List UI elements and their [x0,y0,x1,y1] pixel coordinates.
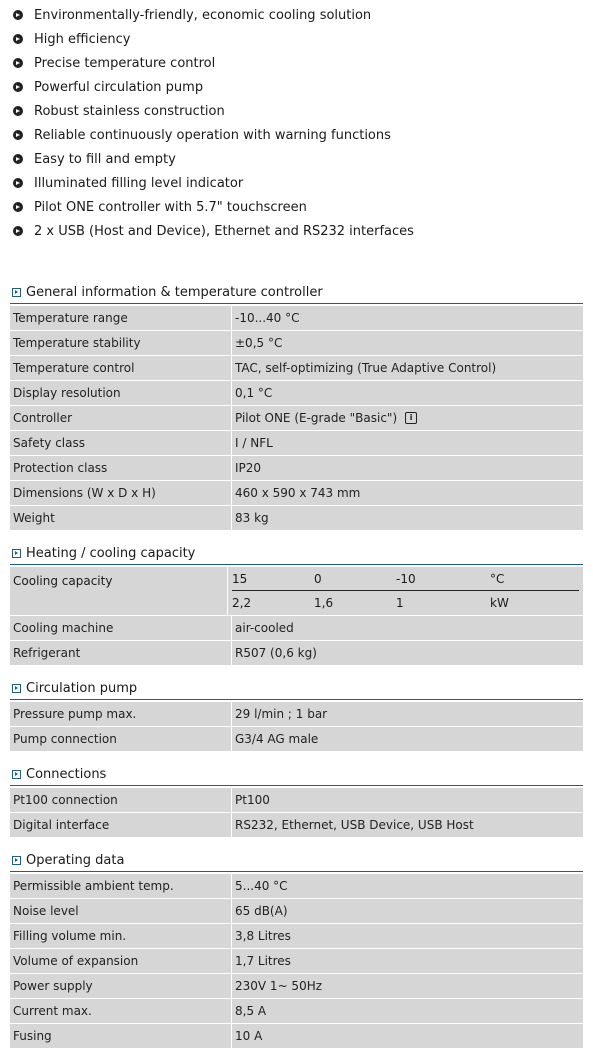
spec-label: Protection class [10,456,232,480]
expand-arrow-icon[interactable] [12,288,21,297]
cooling-value: 1 [396,595,404,610]
spec-label: Safety class [10,431,232,455]
feature-item [13,195,593,219]
spec-label: Cooling machine [10,616,232,640]
feature-text: 2 x USB (Host and Device), Ethernet and RS232 interfaces [34,223,414,239]
spec-label: Current max. [10,999,232,1023]
feature-item [13,3,593,27]
spec-table-connections [10,786,583,849]
section-header-general[interactable] [10,281,583,304]
bullet-arrow-icon [13,106,23,116]
feature-item [13,123,593,147]
spec-value: air-cooled [235,621,294,635]
table-row [10,1023,583,1048]
cooling-value: 2,2 [232,595,252,610]
table-row [10,923,583,948]
feature-text: Robust stainless construction [34,103,225,119]
feature-text: Illuminated filling level indicator [34,175,244,191]
cooling-values-line [232,591,579,614]
spec-table-operating [10,872,583,1048]
feature-text: Powerful circulation pump [34,79,204,95]
spec-value: G3/4 AG male [235,732,319,746]
bullet-arrow-icon [13,130,23,140]
spec-value: 8,5 A [235,1004,267,1018]
expand-arrow-icon[interactable] [12,770,21,779]
spec-label: Fusing [10,1024,232,1048]
feature-text: High efficiency [34,31,131,47]
spec-value: 230V 1~ 50Hz [235,979,323,993]
section-title: Heating / cooling capacity [26,545,196,561]
expand-arrow-icon[interactable] [12,684,21,693]
spec-label: Display resolution [10,381,232,405]
table-row [10,405,583,430]
spec-value: 460 x 590 x 743 mm [235,486,361,500]
table-row [10,330,583,355]
feature-item [13,171,593,195]
spec-label: Dimensions (W x D x H) [10,481,232,505]
feature-item [13,51,593,75]
spec-value: TAC, self-optimizing (True Adaptive Control) [235,361,497,375]
feature-item [13,219,593,243]
spec-label: Weight [10,506,232,530]
spec-label: Filling volume min. [10,924,232,948]
spec-value: 83 kg [235,511,269,525]
spec-label: Digital interface [10,813,232,837]
cooling-value: 1,6 [314,595,334,610]
table-row [10,455,583,480]
spec-value: 10 A [235,1029,263,1043]
spec-label: Controller [10,406,232,430]
spec-sections [10,281,583,1048]
bullet-arrow-icon [13,154,23,164]
spec-value: -10...40 °C [235,311,300,325]
table-row [10,872,583,898]
table-row [10,304,583,330]
spec-label: Temperature range [10,306,232,330]
spec-label: Noise level [10,899,232,923]
feature-text: Easy to fill and empty [34,151,176,167]
spec-value: R507 (0,6 kg) [235,646,317,660]
table-row [10,726,583,751]
table-row [10,700,583,726]
cooling-temp: -10 [396,571,416,586]
spec-label: Permissible ambient temp. [10,874,232,898]
spec-value: 0,1 °C [235,386,273,400]
spec-table-general [10,304,583,542]
spec-label: Pt100 connection [10,788,232,812]
section-title: Operating data [26,852,125,868]
section-title: Circulation pump [26,680,138,696]
section-header-connections[interactable] [10,763,583,786]
feature-item [13,99,593,123]
feature-item [13,27,593,51]
spec-value: RS232, Ethernet, USB Device, USB Host [235,818,474,832]
bullet-arrow-icon [13,34,23,44]
bullet-arrow-icon [13,10,23,20]
spec-label: Volume of expansion [10,949,232,973]
feature-text: Environmentally-friendly, economic cooling solution [34,7,372,23]
table-row [10,998,583,1023]
table-row [10,812,583,837]
table-row [10,948,583,973]
bullet-arrow-icon [13,58,23,68]
table-row [10,505,583,530]
spec-value: 1,7 Litres [235,954,291,968]
section-title: Connections [26,766,107,782]
spec-value: Pilot ONE (E-grade "Basic") [235,411,398,425]
cooling-temps-line [232,567,579,591]
section-header-circulation[interactable] [10,677,583,700]
bullet-arrow-icon [13,178,23,188]
spec-label: Pump connection [10,727,232,751]
info-icon[interactable]: i [405,412,417,424]
spec-table-heating [10,565,583,677]
feature-item [13,147,593,171]
feature-item [13,75,593,99]
section-header-operating[interactable] [10,849,583,872]
bullet-arrow-icon [13,82,23,92]
spec-value: I / NFL [235,436,273,450]
spec-value: Pt100 [235,793,270,807]
cooling-temp: 0 [314,571,322,586]
spec-label: Temperature control [10,356,232,380]
table-row [10,480,583,505]
spec-value: 3,8 Litres [235,929,291,943]
cooling-value-unit: kW [490,595,509,610]
cooling-temp-unit: °C [490,571,505,586]
spec-table-circulation [10,700,583,763]
table-row [10,355,583,380]
table-row [10,898,583,923]
section-title: General information & temperature controller [26,284,323,300]
spec-value: IP20 [235,461,262,475]
bullet-arrow-icon [13,226,23,236]
bullet-arrow-icon [13,202,23,212]
spec-value-controller [232,406,583,430]
feature-text: Pilot ONE controller with 5.7" touchscreen [34,199,307,215]
cooling-temp: 15 [232,571,248,586]
table-row [10,615,583,640]
expand-arrow-icon[interactable] [12,549,21,558]
table-row [10,640,583,665]
table-row [10,973,583,998]
cooling-capacity-row [10,565,583,615]
spec-value: 29 l/min ; 1 bar [235,707,328,721]
table-row [10,786,583,812]
spec-label: Temperature stability [10,331,232,355]
feature-text: Reliable continuously operation with warning functions [34,127,391,143]
spec-label: Cooling capacity [10,567,228,615]
spec-label: Refrigerant [10,641,232,665]
cooling-capacity-table [228,567,583,615]
feature-list [0,0,593,243]
table-row [10,380,583,405]
expand-arrow-icon[interactable] [12,856,21,865]
feature-text: Precise temperature control [34,55,216,71]
spec-value: 65 dB(A) [235,904,288,918]
table-row [10,430,583,455]
spec-value: 5...40 °C [235,879,288,893]
section-header-heating[interactable] [10,542,583,565]
spec-label: Pressure pump max. [10,702,232,726]
spec-label: Power supply [10,974,232,998]
spec-value: ±0,5 °C [235,336,283,350]
